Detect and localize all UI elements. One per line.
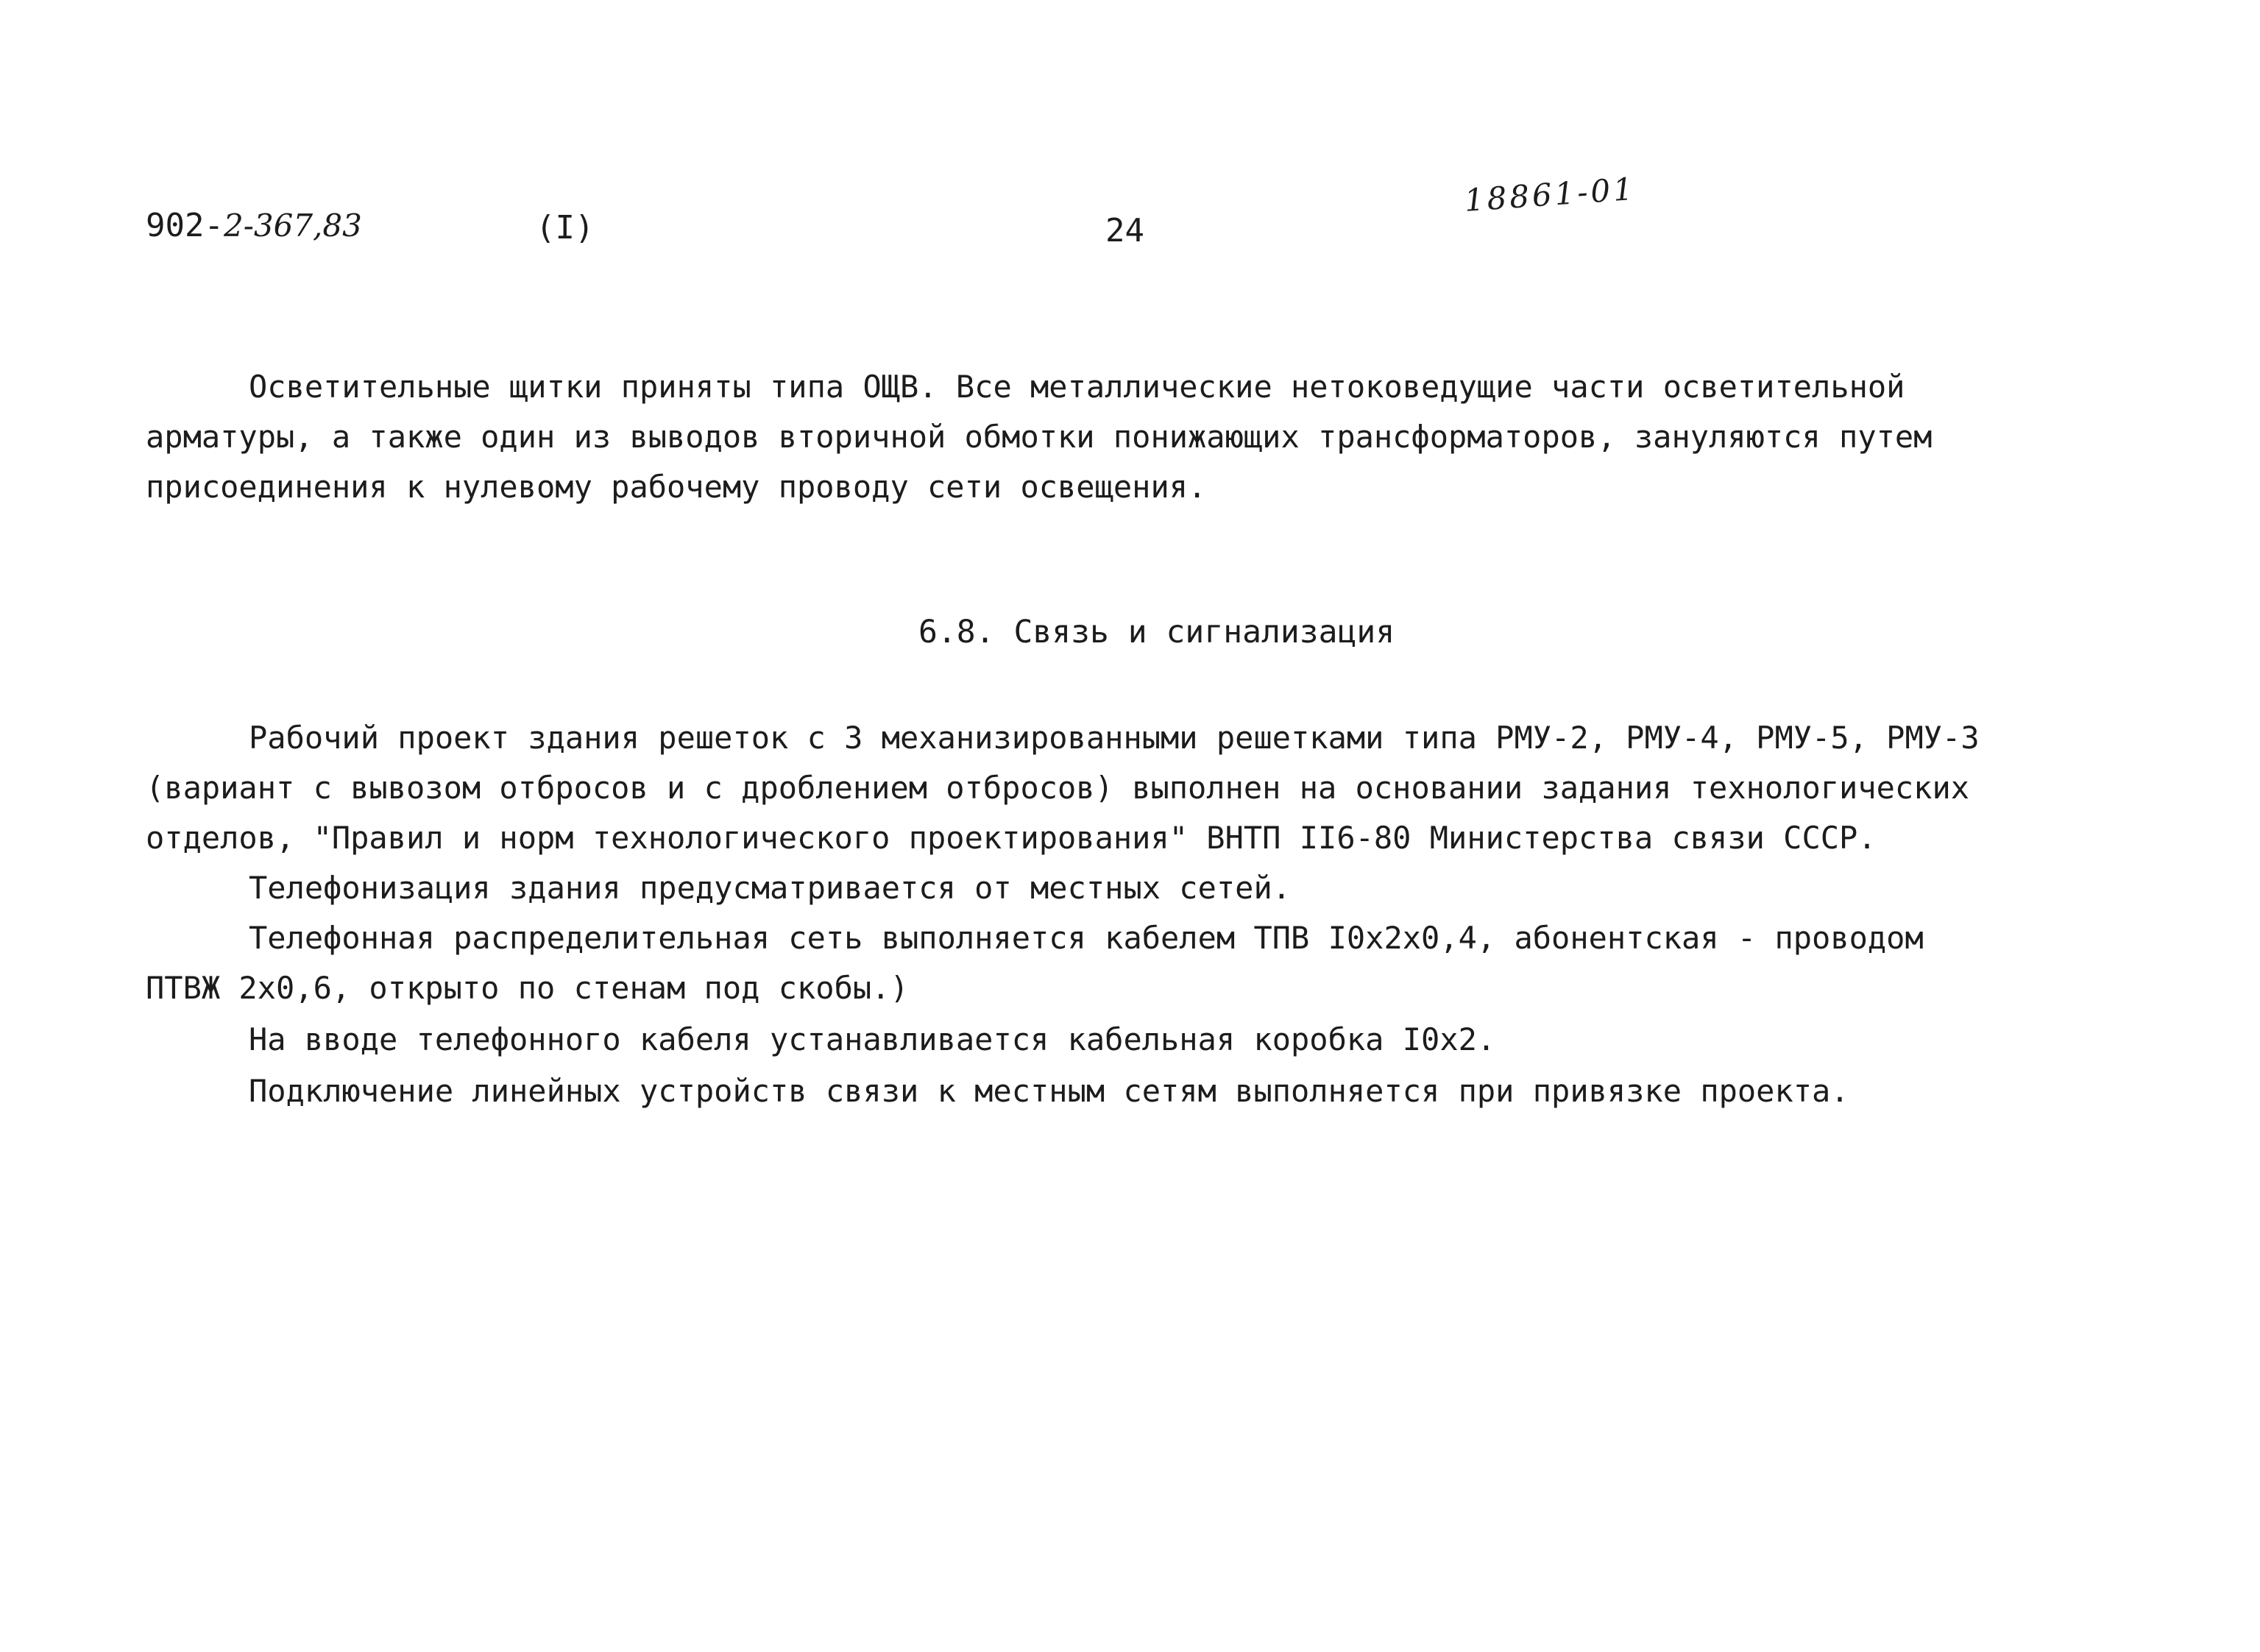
- section-body-line: Телефонизация здания предусматривается от местных сетей.: [249, 870, 1292, 906]
- section-body-line: Рабочий проект здания решеток с 3 механизированными решетками типа РМУ-2, РМУ-4, РМУ-5, РМУ-3: [249, 720, 1980, 756]
- lighting-paragraph-line: Осветительные щитки приняты типа ОЩВ. Все металлические нетоковедущие части осветительной: [249, 369, 1905, 405]
- section-body-line: отделов, "Правил и норм технологического проектирования" ВНТП II6-80 Министерства связи СССР.: [146, 820, 1877, 856]
- lighting-paragraph-line: присоединения к нулевому рабочему проводу сети освещения.: [146, 469, 1207, 505]
- document-part: (I): [536, 209, 595, 247]
- inventory-number: 18861-01: [1463, 170, 1637, 219]
- document-code: [146, 207, 362, 244]
- section-body-line: Подключение линейных устройств связи к местным сетям выполняется при привязке проекта.: [249, 1073, 1849, 1109]
- document-code-handwritten: 2-367,83: [223, 208, 362, 244]
- section-body-line: (вариант с вывозом отбросов и с дроблением отбросов) выполнен на основании задания технологических: [146, 770, 1970, 806]
- section-heading: 6.8. Связь и сигнализация: [918, 614, 1395, 650]
- document-code-printed: 902-: [146, 207, 224, 244]
- section-body-line: На вводе телефонного кабеля устанавливается кабельная коробка I0x2.: [249, 1021, 1496, 1057]
- section-body-line: ПТВЖ 2x0,6, открыто по стенам под скобы.): [146, 970, 909, 1006]
- lighting-paragraph-line: арматуры, а также один из выводов вторичной обмотки понижающих трансформаторов, зануляются путем: [146, 419, 1933, 455]
- section-body-line: Телефонная распределительная сеть выполняется кабелем ТПВ I0x2x0,4, абонентская - проводом: [249, 920, 1924, 956]
- page-number: 24: [1105, 212, 1144, 249]
